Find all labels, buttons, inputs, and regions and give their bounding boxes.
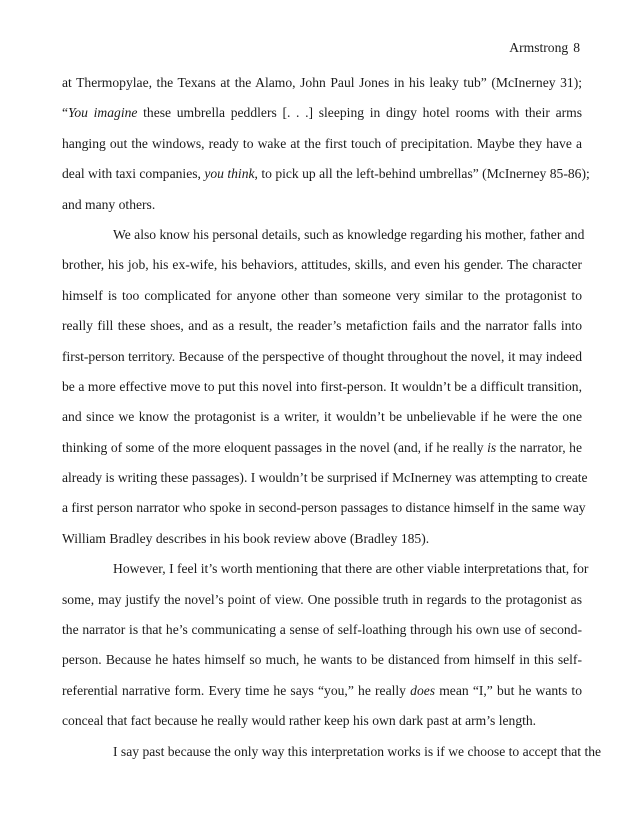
italic-text: you think [204, 166, 255, 182]
text-segment: person. Because he hates himself so much, he wants to be distanced from himself in this self- [62, 652, 582, 668]
running-header [509, 40, 580, 56]
text-line [62, 220, 585, 250]
text-segment: be a more effective move to put this novel into first-person. It wouldn’t be a difficult transition, [62, 378, 582, 394]
text-line [62, 342, 582, 372]
text-segment: William Bradley describes in his book review above (Bradley 185). [62, 530, 430, 546]
italic-text: is [487, 439, 497, 455]
text-segment: hanging out the windows, ready to wake at the first touch of precipitation. Maybe they have a [62, 135, 582, 151]
text-segment: We also know his personal details, such as knowledge regarding his mother, father and [113, 226, 585, 242]
text-line [62, 250, 582, 280]
text-line [62, 129, 582, 159]
header-author: Armstrong [509, 40, 569, 55]
text-segment: mean “I,” but he wants to [435, 682, 582, 698]
text-line [62, 159, 590, 189]
header-page-number: 8 [573, 40, 580, 55]
text-line [62, 737, 602, 767]
text-line [62, 98, 582, 128]
text-segment: these umbrella peddlers [. . .] sleeping in dingy hotel rooms with their arms [137, 105, 582, 121]
text-line [62, 676, 582, 706]
text-segment: already is writing these passages). I wouldn’t be surprised if McInerney was attempting to create [62, 470, 588, 486]
text-segment: first-person territory. Because of the perspective of thought throughout the novel, it may indeed [62, 348, 582, 364]
text-line [62, 615, 582, 645]
text-line [62, 554, 589, 584]
text-line [62, 402, 582, 432]
text-line [62, 68, 582, 98]
text-segment: However, I feel it’s worth mentioning that there are other viable interpretations that, for [113, 561, 589, 577]
text-line [62, 190, 582, 220]
text-segment: brother, his job, his ex-wife, his behaviors, attitudes, skills, and even his gender. The character [62, 257, 582, 273]
text-segment: conceal that fact because he really would rather keep his own dark past at arm’s length. [62, 713, 537, 729]
text-segment: the narrator, he [496, 439, 582, 455]
text-line [62, 311, 582, 341]
italic-text: does [410, 682, 436, 698]
text-segment: and since we know the protagonist is a writer, it wouldn’t be unbelievable if he were the one [62, 409, 582, 425]
body-text [62, 68, 602, 767]
text-line [62, 645, 582, 675]
text-segment: deal with taxi companies, [62, 166, 205, 182]
text-line [62, 281, 582, 311]
text-segment: and many others. [62, 196, 156, 212]
text-segment: “ [62, 105, 69, 121]
text-segment: I say past because the only way this interpretation works is if we choose to accept that the [113, 743, 602, 759]
text-line [62, 585, 582, 615]
text-line [62, 524, 582, 554]
text-segment: some, may justify the novel’s point of view. One possible truth in regards to the protagonist as [62, 591, 582, 607]
text-segment: a first person narrator who spoke in second-person passages to distance himself in the same way [62, 500, 586, 516]
text-line [62, 463, 588, 493]
text-segment: at Thermopylae, the Texans at the Alamo, John Paul Jones in his leaky tub” (McInerney 31); [62, 75, 582, 90]
text-line [62, 433, 582, 463]
text-segment: referential narrative form. Every time he says “you,” he really [62, 682, 411, 698]
text-segment: the narrator is that he’s communicating a sense of self-loathing through his own use of second- [62, 622, 582, 638]
italic-text: You imagine [68, 105, 138, 121]
text-segment: really fill these shoes, and as a result, the reader’s metafiction fails and the narrator falls into [62, 318, 582, 334]
text-line [62, 493, 586, 523]
text-segment: thinking of some of the more eloquent passages in the novel (and, if he really [62, 439, 488, 455]
text-segment: himself is too complicated for anyone other than someone very similar to the protagonist to [62, 287, 582, 303]
text-line [62, 372, 582, 402]
text-line [62, 706, 582, 736]
text-segment: , to pick up all the left-behind umbrellas” (McInerney 85-86); [254, 166, 590, 182]
